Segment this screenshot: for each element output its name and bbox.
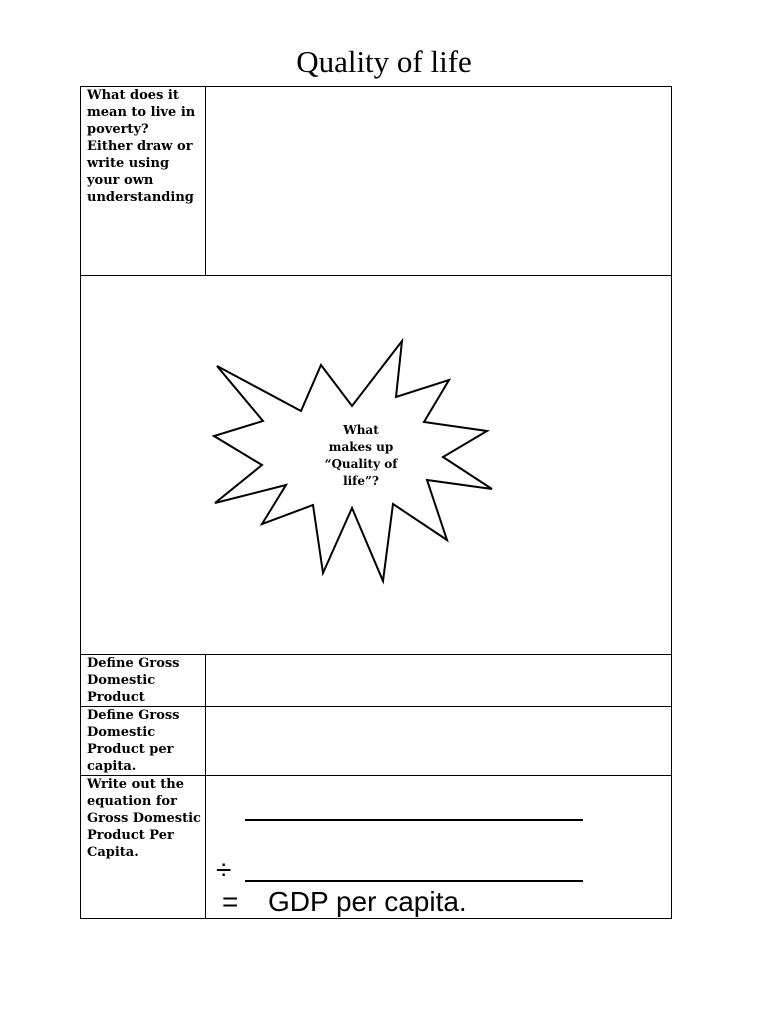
equation-area bbox=[206, 776, 671, 918]
define-gdp-row bbox=[81, 655, 671, 707]
define-gdp-prompt: Define Gross Domestic Product bbox=[81, 655, 206, 706]
quality-of-life-area[interactable] bbox=[81, 276, 671, 655]
equation-prompt: Write out the equation for Gross Domestic Product Per Capita. bbox=[81, 776, 206, 918]
define-gdp-answer-area[interactable] bbox=[206, 655, 671, 706]
divide-symbol: ÷ bbox=[216, 854, 232, 885]
denominator-blank-line[interactable] bbox=[245, 880, 583, 882]
equation-row bbox=[81, 776, 671, 918]
define-gdp-per-capita-prompt: Define Gross Domestic Product per capita. bbox=[81, 707, 206, 775]
worksheet-table bbox=[80, 86, 672, 919]
quality-of-life-row bbox=[81, 276, 671, 655]
poverty-prompt: What does it mean to live in poverty? Either draw or write using your own understanding bbox=[81, 87, 206, 275]
page-title: Quality of life bbox=[296, 44, 472, 79]
poverty-row bbox=[81, 87, 671, 276]
define-gdp-per-capita-row bbox=[81, 707, 671, 776]
equals-symbol: = bbox=[222, 886, 239, 917]
poverty-answer-area[interactable] bbox=[206, 87, 671, 275]
starburst-question: What makes up “Quality of life”? bbox=[324, 423, 398, 488]
numerator-blank-line[interactable] bbox=[245, 819, 583, 821]
equation-result-text: GDP per capita. bbox=[268, 886, 467, 917]
define-gdp-per-capita-answer-area[interactable] bbox=[206, 707, 671, 775]
